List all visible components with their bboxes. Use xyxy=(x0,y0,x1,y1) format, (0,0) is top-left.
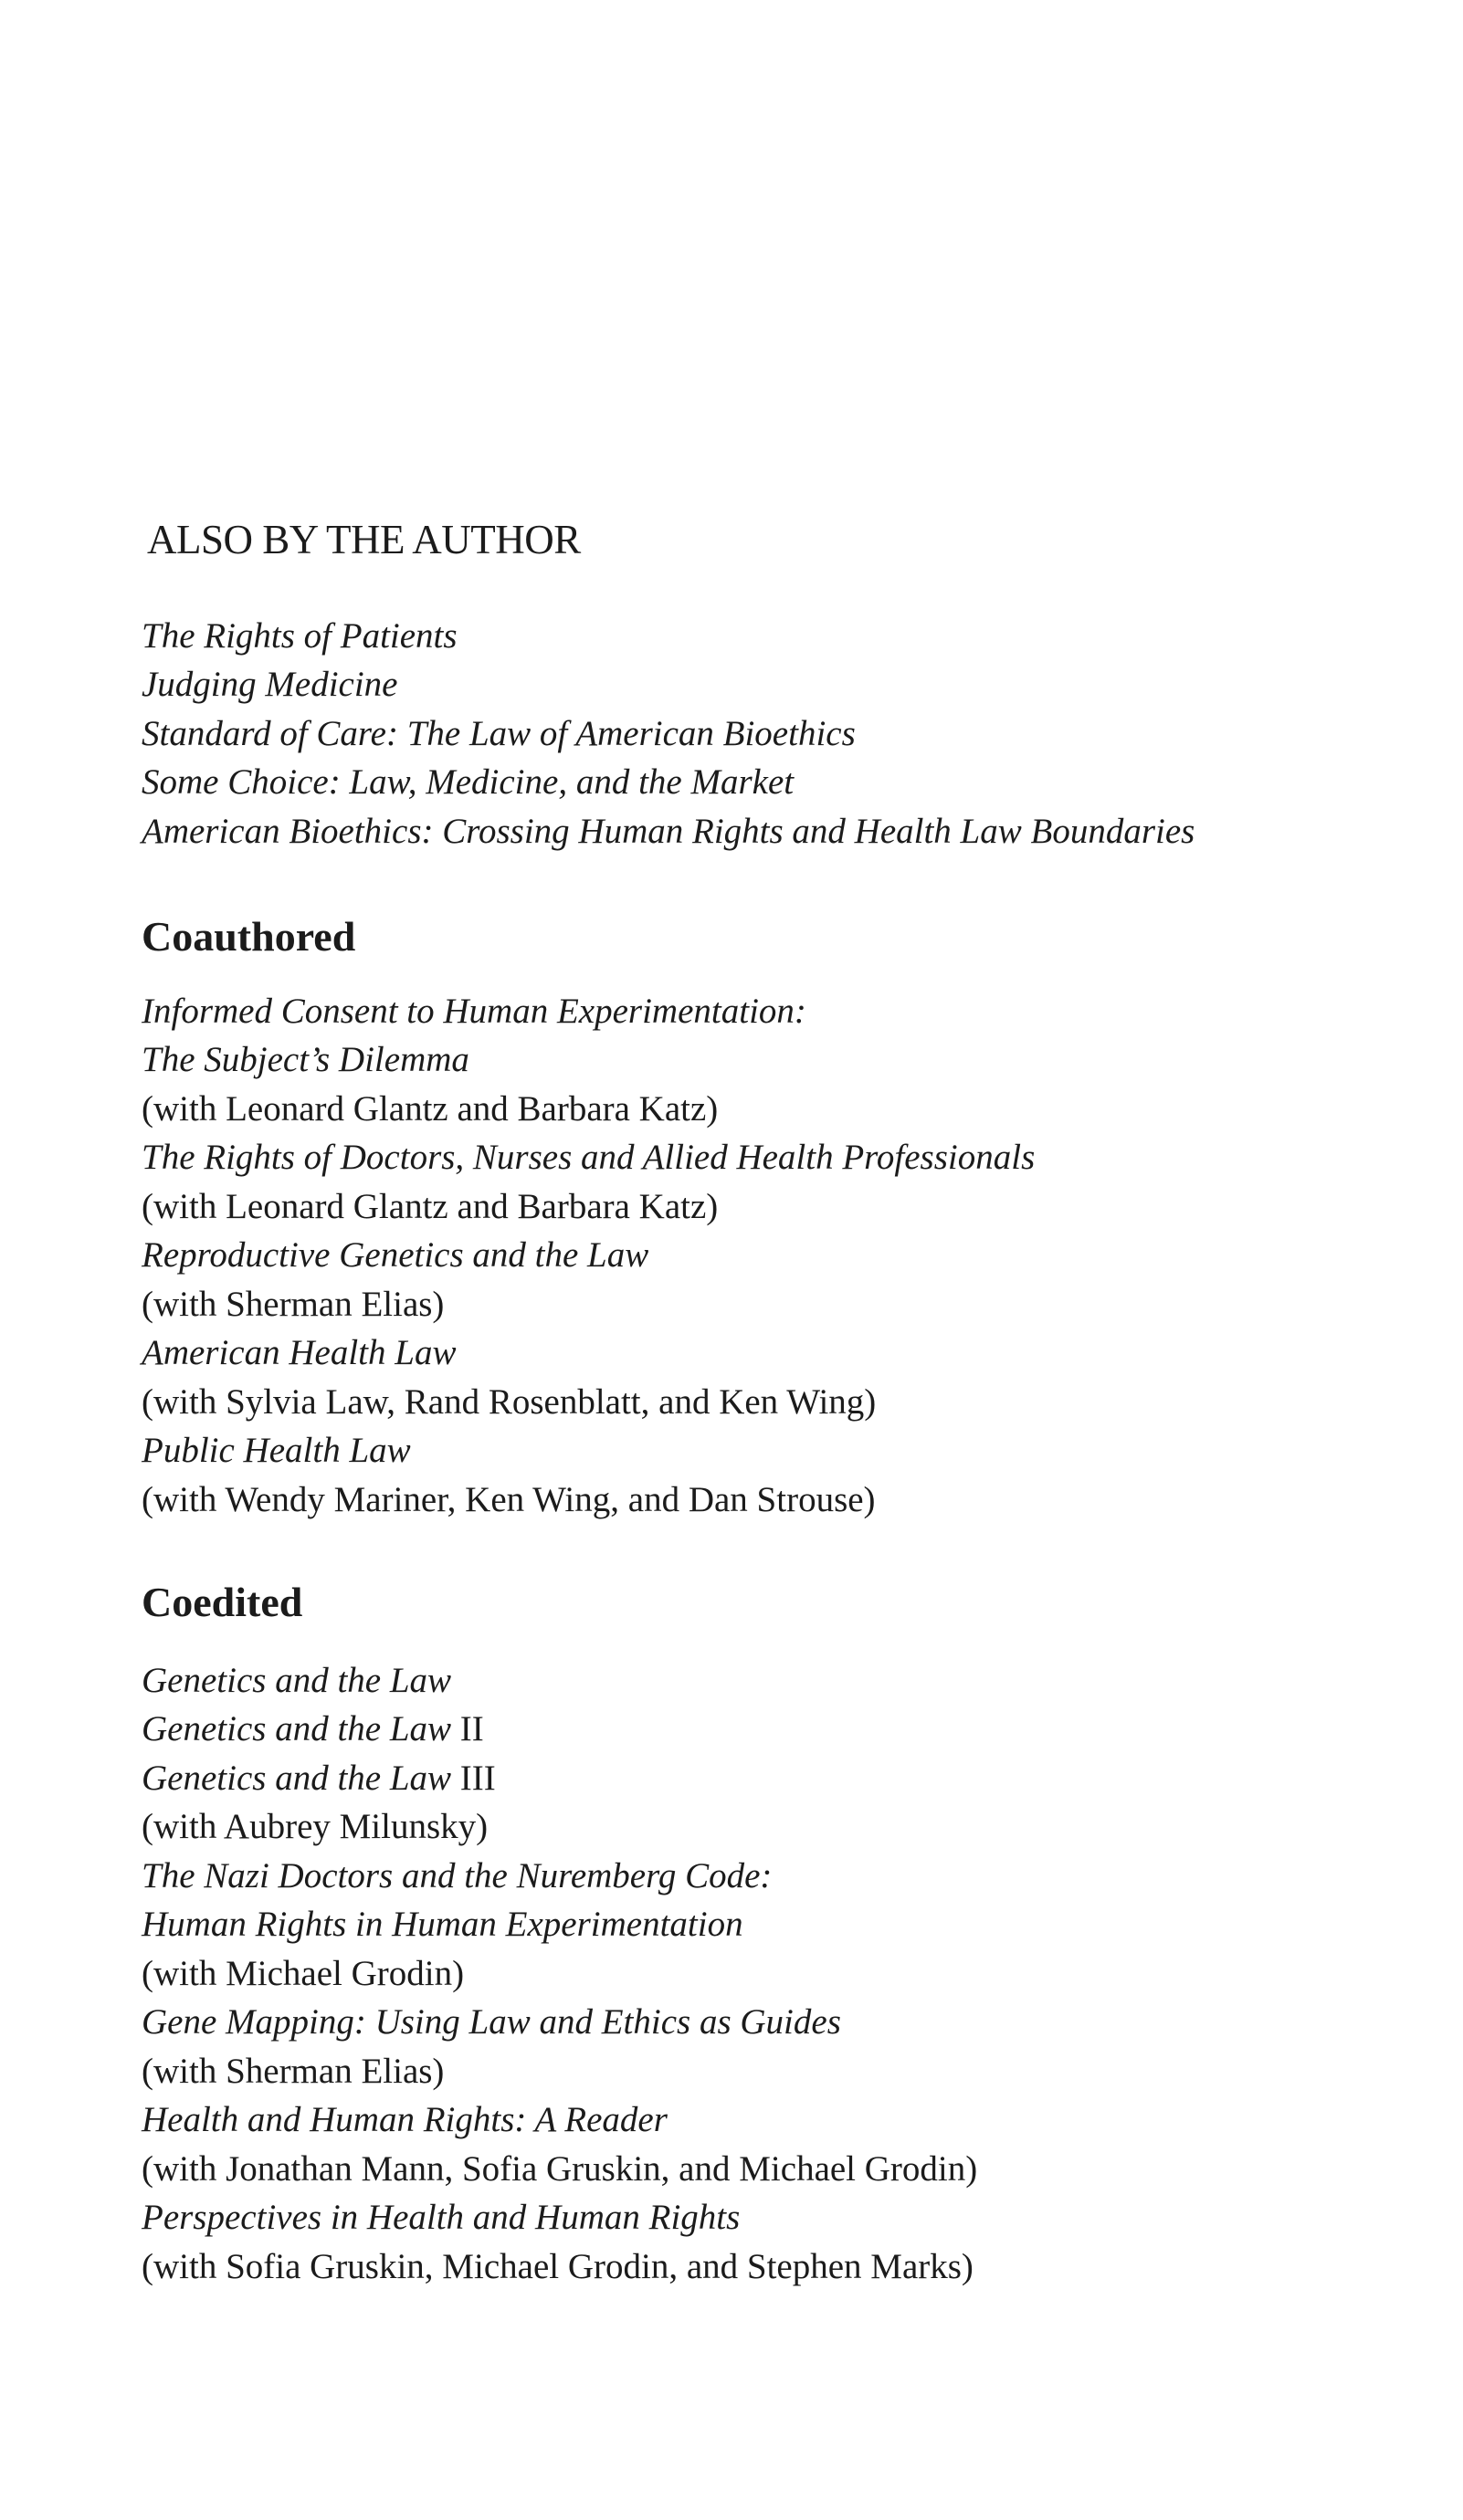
credit-text: (with Sylvia Law, Rand Rosenblatt, and Ken Wing) xyxy=(142,1381,877,1422)
credit-text: (with Sherman Elias) xyxy=(142,1284,445,1324)
book-title-text: Genetics and the Law xyxy=(142,1660,452,1700)
coedited-works-list xyxy=(142,1656,1195,2292)
list-item xyxy=(142,1656,1195,1706)
book-title-text: Genetics and the Law xyxy=(142,1709,452,1748)
credit-text: (with Leonard Glantz and Barbara Katz) xyxy=(142,1186,719,1226)
list-item xyxy=(142,2193,1195,2242)
page-content xyxy=(142,0,1195,2291)
book-title-text: American Bioethics: Crossing Human Rights and Health Law Boundaries xyxy=(142,811,1195,851)
solo-works-list xyxy=(142,612,1195,856)
list-item xyxy=(142,1705,1195,1754)
credit-text: (with Michael Grodin) xyxy=(142,1953,465,1993)
book-title-text: Judging Medicine xyxy=(142,665,398,704)
list-item xyxy=(142,1949,1195,1999)
list-item xyxy=(142,2095,1195,2145)
book-title-text: The Nazi Doctors and the Nuremberg Code: xyxy=(142,1855,773,1895)
list-item xyxy=(142,1426,1195,1475)
book-title-text: Standard of Care: The Law of American Bioethics xyxy=(142,713,856,753)
roman-text: II xyxy=(451,1709,484,1748)
list-item xyxy=(142,807,1195,856)
list-item xyxy=(142,1378,1195,1427)
coauthored-works-list xyxy=(142,987,1195,1525)
credit-text: (with Sofia Gruskin, Michael Grodin, and Stephen Marks) xyxy=(142,2246,974,2286)
list-item xyxy=(142,758,1195,807)
list-item xyxy=(142,1802,1195,1852)
book-title-text: Public Health Law xyxy=(142,1431,411,1470)
book-title-text: Some Choice: Law, Medicine, and the Market xyxy=(142,762,795,802)
list-item xyxy=(142,1035,1195,1085)
book-title-text: Informed Consent to Human Experimentation: xyxy=(142,991,806,1031)
book-title-text: American Health Law xyxy=(142,1333,457,1372)
list-item xyxy=(142,1328,1195,1378)
list-item xyxy=(142,1900,1195,1949)
book-title-text: Genetics and the Law xyxy=(142,1758,452,1798)
book-title-text: The Subject’s Dilemma xyxy=(142,1040,469,1079)
list-item xyxy=(142,1133,1195,1182)
section-heading-coauthored: Coauthored xyxy=(142,913,356,960)
list-item xyxy=(142,1280,1195,1329)
book-title-text: Health and Human Rights: A Reader xyxy=(142,2100,668,2139)
list-item xyxy=(142,660,1195,709)
list-item xyxy=(142,709,1195,759)
list-item xyxy=(142,612,1195,661)
list-item xyxy=(142,1182,1195,1232)
book-title-text: Human Rights in Human Experimentation xyxy=(142,1905,743,1944)
credit-text: (with Wendy Mariner, Ken Wing, and Dan Strouse) xyxy=(142,1479,876,1519)
list-item xyxy=(142,1231,1195,1280)
list-item xyxy=(142,1852,1195,1901)
book-title-text: The Rights of Doctors, Nurses and Allied Health Professionals xyxy=(142,1138,1036,1177)
credit-text: (with Jonathan Mann, Sofia Gruskin, and Michael Grodin) xyxy=(142,2148,978,2189)
section-heading-coedited: Coedited xyxy=(142,1579,303,1625)
list-item xyxy=(142,1085,1195,1134)
list-item xyxy=(142,1754,1195,1803)
list-item xyxy=(142,1475,1195,1525)
list-item xyxy=(142,2047,1195,2096)
list-item xyxy=(142,987,1195,1036)
credit-text: (with Aubrey Milunsky) xyxy=(142,1807,489,1846)
roman-text: III xyxy=(451,1758,496,1798)
book-title-text: The Rights of Patients xyxy=(142,615,458,656)
list-item xyxy=(142,2145,1195,2194)
book-title-text: Reproductive Genetics and the Law xyxy=(142,1235,649,1275)
credit-text: (with Leonard Glantz and Barbara Katz) xyxy=(142,1088,719,1129)
list-item xyxy=(142,2242,1195,2292)
book-title-text: Gene Mapping: Using Law and Ethics as Guides xyxy=(142,2002,841,2042)
list-item xyxy=(142,1998,1195,2047)
page-title: ALSO BY THE AUTHOR xyxy=(147,517,581,562)
book-title-text: Perspectives in Health and Human Rights xyxy=(142,2198,741,2237)
credit-text: (with Sherman Elias) xyxy=(142,2051,445,2091)
